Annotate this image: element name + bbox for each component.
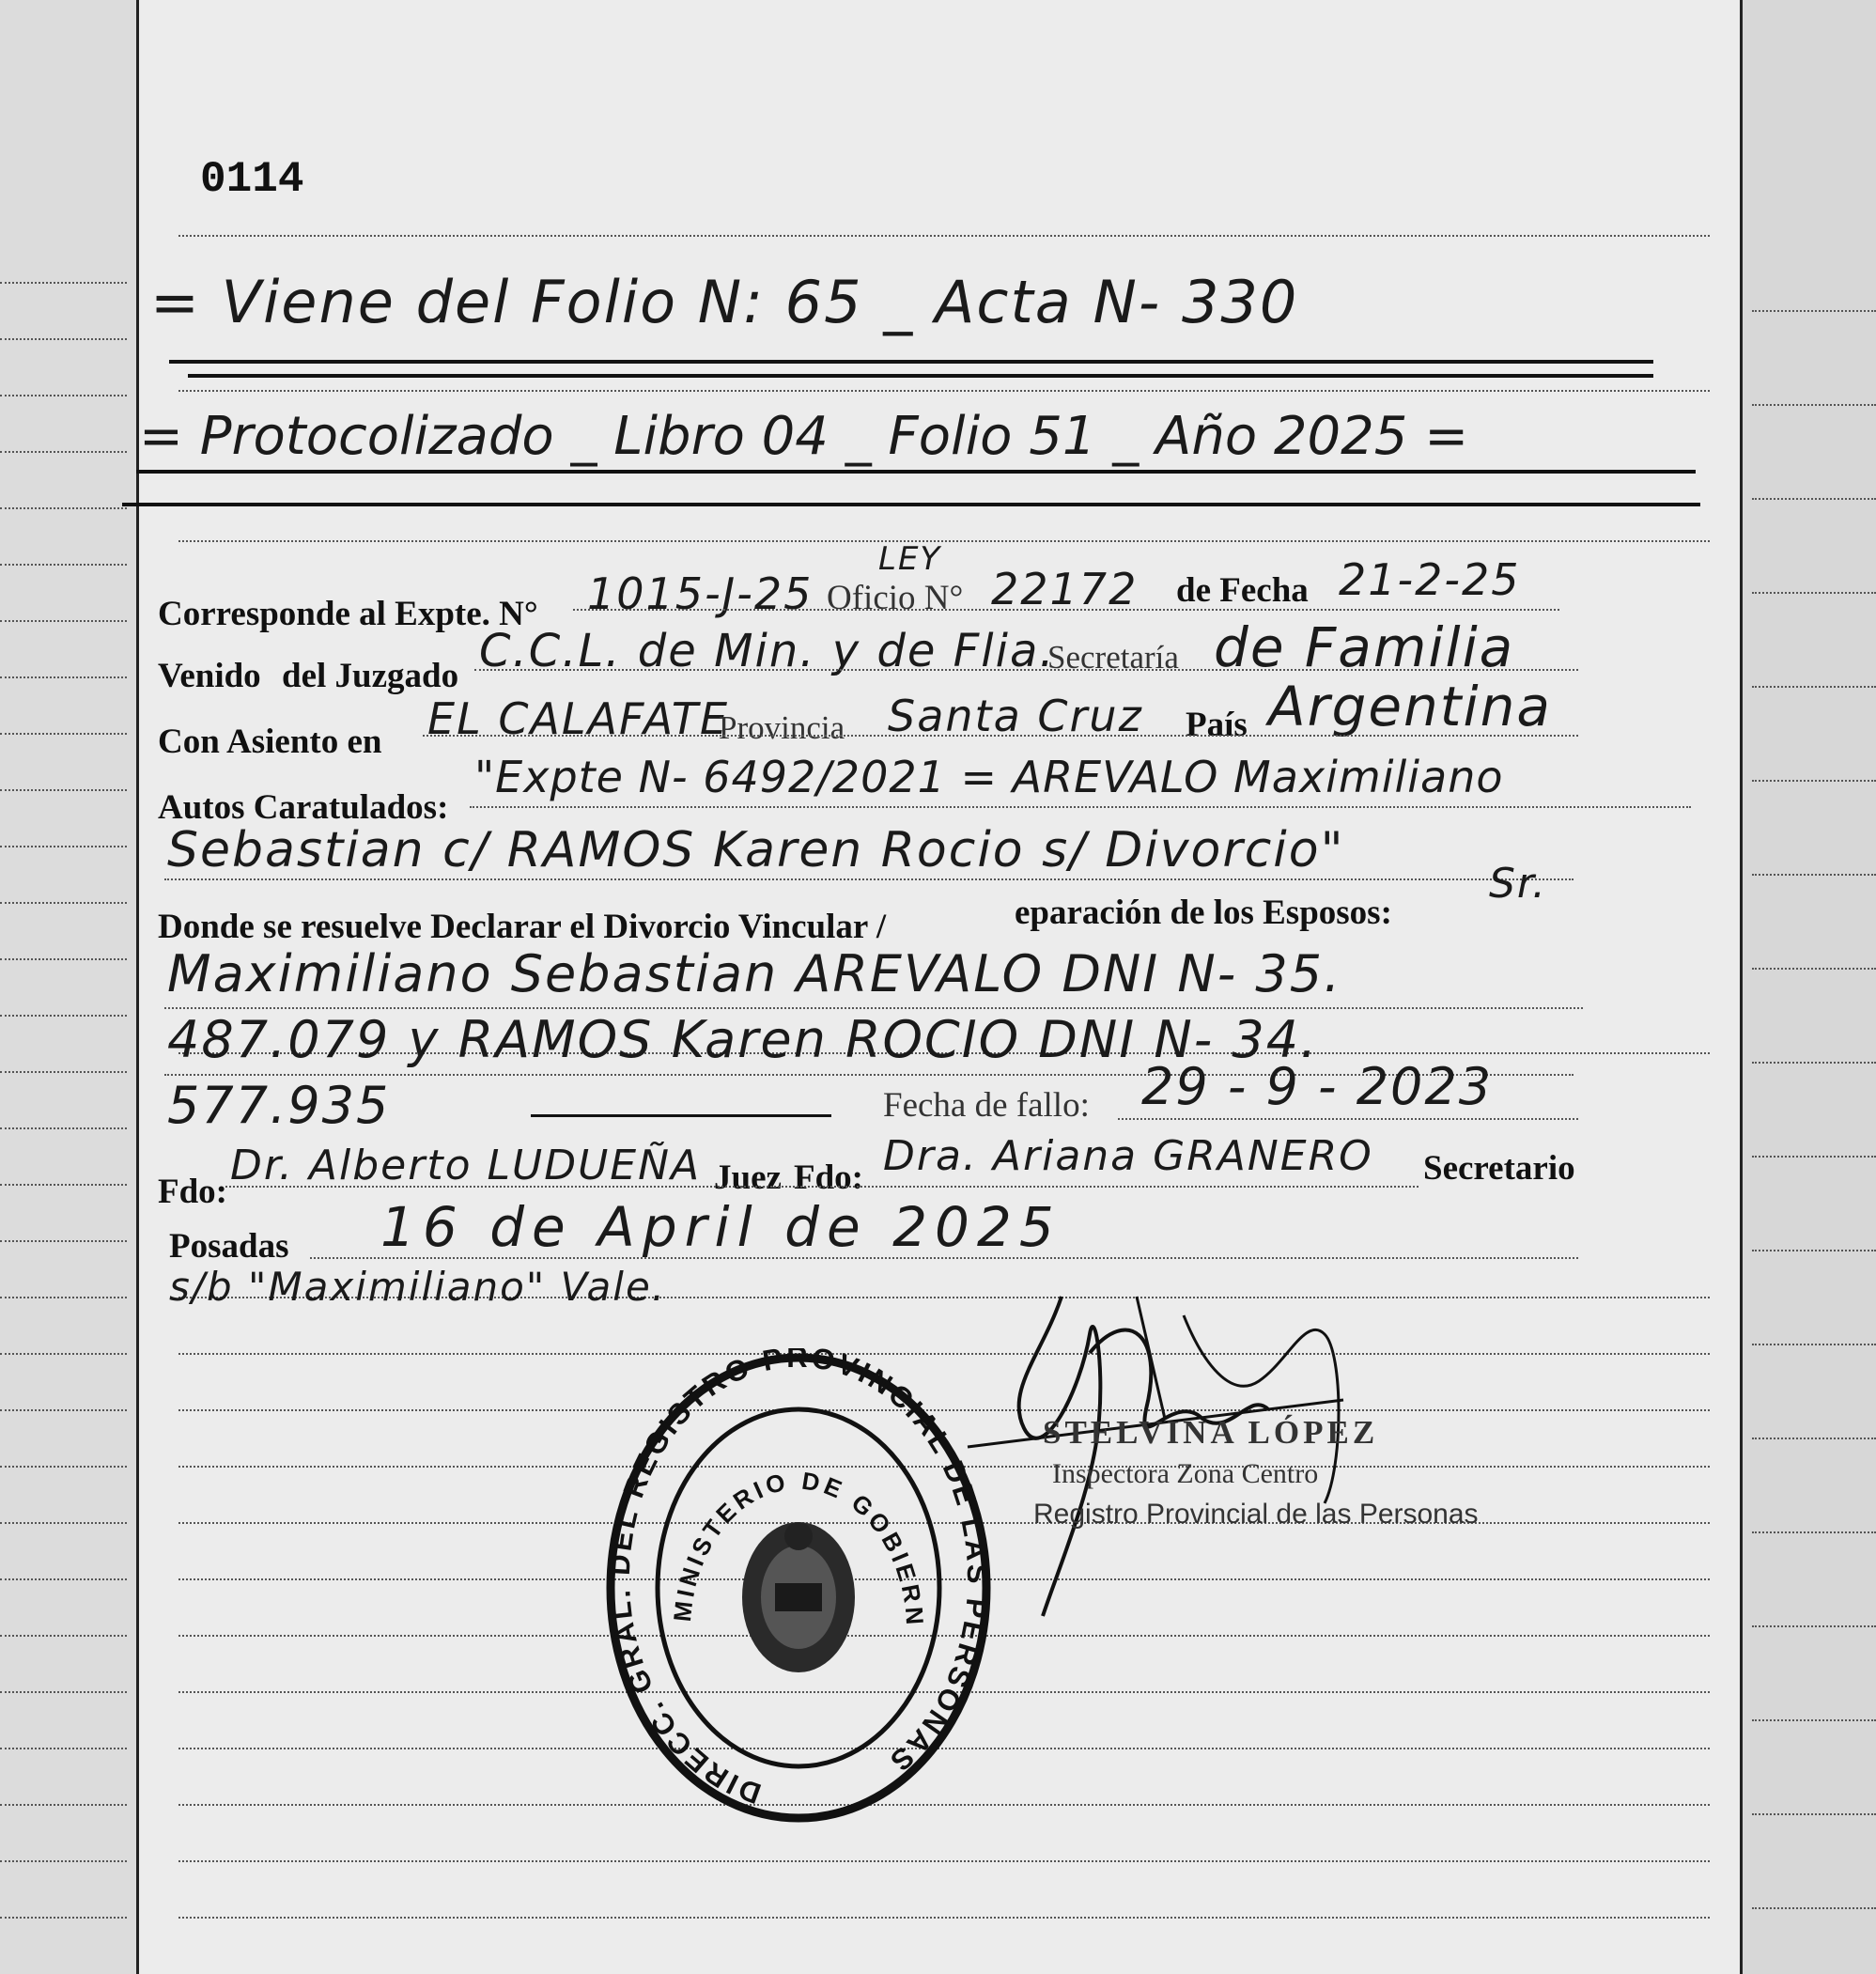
label-secretario: Secretario — [1423, 1149, 1575, 1188]
label-posadas: Posadas — [169, 1227, 289, 1266]
value-fdo-secretario: Dra. Ariana GRANERO — [883, 1132, 1373, 1180]
annotation-ley: LEY — [878, 540, 942, 578]
value-asiento: EL CALAFATE — [427, 693, 730, 744]
label-secretaria: Secretaría — [1047, 639, 1179, 676]
label-juzgado: del Juzgado — [282, 657, 459, 695]
header-underline-1b — [188, 374, 1653, 378]
value-autos-2: Sebastian c/ RAMOS Karen Rocio s/ Divorcio" — [167, 822, 1345, 878]
label-separacion: eparación de los Esposos: — [1015, 894, 1392, 932]
value-expte: 1015-J-25 — [587, 568, 814, 619]
value-esposos-1: Maximiliano Sebastian AREVALO DNI N- 35. — [167, 944, 1342, 1003]
official-seal-stamp — [601, 1348, 996, 1827]
svg-text:MINISTERIO DE GOBIERNO: MINISTERIO DE GOBIERN — [667, 1466, 930, 1629]
value-fecha-lugar: 16 de April de 2025 — [380, 1195, 1062, 1259]
label-resuelve: Donde se resuelve Declarar el Divorcio Vincular / — [158, 908, 887, 946]
header-line-protocolizado: = Protocolizado _ Libro 04 _ Folio 51 _ Año 2025 = — [139, 406, 1469, 467]
value-esposos-2: 487.079 y RAMOS Karen ROCIO DNI N- 34. — [167, 1010, 1319, 1069]
label-oficio: Oficio N° — [827, 579, 964, 617]
value-fdo-juez: Dr. Alberto LUDUEÑA — [230, 1142, 702, 1189]
left-page-margin — [0, 0, 136, 1974]
value-fecha-fallo: 29 - 9 - 2023 — [1141, 1057, 1494, 1116]
svg-text:DIRECC. GRAL. DEL REGISTRO PRO: DIRECC. GRAL. DEL REGISTRO PROVINCIAL DE LAS PERSONAS — [602, 1348, 995, 1811]
value-autos-1: "Expte N- 6492/2021 = AREVALO Maximiliano — [474, 752, 1504, 802]
signature-title: Inspectora Zona Centro — [1052, 1458, 1319, 1489]
label-pais: País — [1186, 706, 1248, 744]
value-juzgado: C.C.L. de Min. y de Flia. — [479, 625, 1056, 677]
value-provincia: Santa Cruz — [888, 691, 1143, 741]
dots-juzgado-row — [474, 669, 1578, 671]
label-fdo-2: Fdo: — [794, 1158, 863, 1197]
dots-fallo-row — [1118, 1118, 1578, 1120]
dots-esposos-row-1 — [164, 1007, 1583, 1009]
label-provincia: Provincia — [719, 709, 845, 746]
header-underline-2b — [122, 503, 1700, 506]
header-underline-1a — [169, 360, 1653, 364]
label-asiento: Con Asiento en — [158, 723, 382, 761]
header-line-viene-folio: = Viene del Folio N: 65 _ Acta N- 330 — [150, 268, 1299, 336]
label-autos: Autos Caratulados: — [158, 788, 449, 827]
handwritten-signature — [949, 1278, 1372, 1635]
dots-expte-row — [573, 609, 1559, 611]
value-fecha: 21-2-25 — [1339, 554, 1521, 605]
value-secretaria: de Familia — [1214, 615, 1515, 679]
line-esposos-end — [531, 1114, 831, 1117]
right-page-margin — [1743, 0, 1876, 1974]
note-salvedad: s/b "Maximiliano" Vale. — [169, 1264, 667, 1310]
signature-org: Registro Provincial de las Personas — [1033, 1499, 1479, 1530]
annotation-sr: Sr. — [1489, 860, 1547, 908]
signature-name: STELVINA LÓPEZ — [1043, 1414, 1379, 1451]
page-number: 0114 — [200, 155, 304, 204]
label-fecha: de Fecha — [1176, 571, 1309, 610]
label-fdo: Fdo: — [158, 1173, 227, 1211]
label-expte: Corresponde al Expte. N° — [158, 595, 538, 633]
dots-autos-row-1 — [470, 806, 1691, 808]
dots-fdo-row — [225, 1186, 1419, 1188]
dots-autos-row-2 — [164, 878, 1574, 880]
label-venido: Venido — [158, 657, 261, 695]
header-underline-2a — [136, 470, 1696, 474]
dots-posadas-row — [310, 1257, 1578, 1259]
dots-asiento-row — [423, 735, 1578, 737]
value-pais: Argentina — [1268, 675, 1552, 738]
value-oficio: 22172 — [991, 564, 1139, 614]
label-juez: Juez — [714, 1158, 782, 1197]
coat-of-arms-emblem — [742, 1522, 855, 1672]
value-esposos-3: 577.935 — [167, 1076, 391, 1135]
label-fecha-fallo: Fecha de fallo: — [883, 1086, 1090, 1125]
